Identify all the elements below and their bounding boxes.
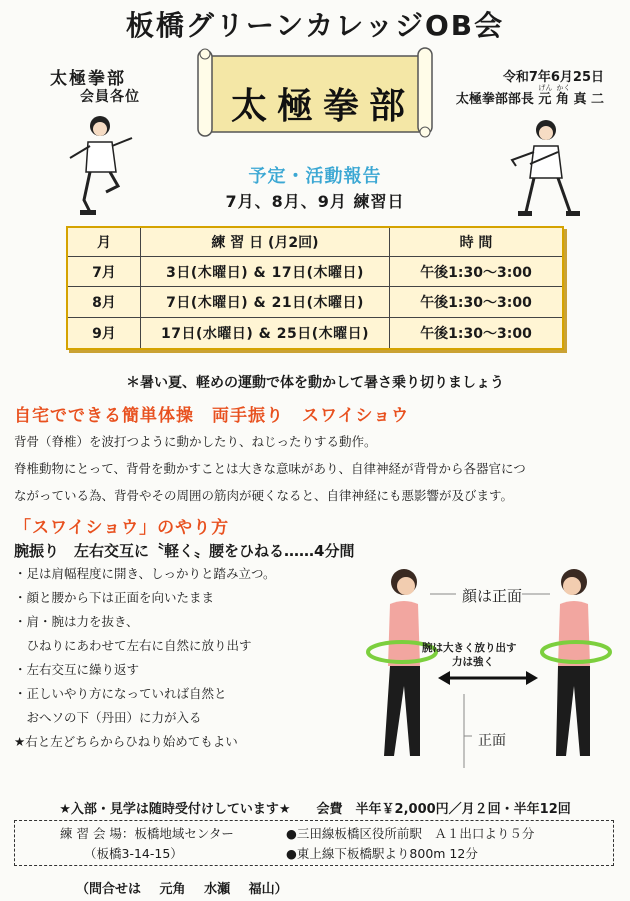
contact-name: 元角 xyxy=(159,882,186,897)
method-steps xyxy=(14,562,276,754)
method-section-title: 「スワイショウ」のやり方 xyxy=(14,518,230,538)
method-lead: 腕振り 左右交互に〝軽く〟腰をひねる……4分間 xyxy=(14,542,355,560)
front-label: 正面 xyxy=(478,733,506,749)
venue-address: （板橋3-14-15） xyxy=(84,846,183,861)
leader-line xyxy=(455,84,604,107)
row-dates: 7日(木曜日) & 21日(木曜日) xyxy=(141,287,390,318)
list-item: ・肩・腕は力を抜き、 xyxy=(14,614,139,629)
recruit-notice: ★入部・見学は随時受付けしています★ 会費 半年￥2,000円／月２回・半年12回 xyxy=(59,802,571,817)
table-row xyxy=(67,256,563,287)
contact-line xyxy=(76,878,302,897)
list-item: ・足は肩幅程度に開き、しっかりと踏み立つ。 xyxy=(14,566,276,581)
addressee: 会員各位 xyxy=(80,89,140,105)
leader-ruby-2: かく xyxy=(556,84,571,92)
contact-label: （問合せは xyxy=(76,882,142,897)
table-row xyxy=(67,318,563,349)
exercise-section-title: 自宅でできる簡単体操 両手振り スワイショウ xyxy=(14,406,410,426)
leader-name: 元 角 真 二 xyxy=(538,92,604,107)
face-front-label: 顔は正面 xyxy=(462,587,523,605)
exercise-line-2: 脊椎動物にとって、背骨を動かすことは大きな意味があり、自律神経が背骨から各器官につ xyxy=(14,461,526,476)
schedule-table xyxy=(66,226,564,350)
subtitle: 予定・活動報告 xyxy=(248,166,382,187)
row-time: 午後1:30～3:00 xyxy=(390,318,564,349)
issue-date: 令和7年6月25日 xyxy=(502,70,604,85)
header-time: 時 間 xyxy=(390,227,564,256)
exercise-line-1: 背骨（脊椎）を波打つように動かしたり、ねじったりする動作。 xyxy=(14,434,377,449)
contact-name: 福山） xyxy=(248,882,288,897)
venue-access-1: ●三田線板橋区役所前駅 Ａ１出口より５分 xyxy=(286,826,535,841)
header-month: 月 xyxy=(67,227,141,256)
leader-name-wrap xyxy=(538,84,604,107)
list-item: ・正しいやり方になっていれば自然と xyxy=(14,686,227,701)
leader-ruby-1: げん xyxy=(538,84,553,92)
row-month: 8月 xyxy=(67,287,141,318)
row-month: 9月 xyxy=(67,318,141,349)
row-month: 7月 xyxy=(67,256,141,287)
banner-title: 太極拳部 xyxy=(230,86,415,127)
list-item: ・左右交互に繰り返す xyxy=(14,662,140,677)
list-item: ひねりにあわせて左右に自然に放り出す xyxy=(14,638,252,653)
venue-place: 練 習 会 場：板橋地域センター xyxy=(60,826,234,841)
row-dates: 3日(木曜日) & 17日(木曜日) xyxy=(141,256,390,287)
club-name: 太極拳部 xyxy=(50,69,126,89)
summer-note: ＊暑い夏、軽めの運動で体を動かして暑さ乗り切りましょう xyxy=(126,375,504,391)
row-dates: 17日(水曜日) & 25日(木曜日) xyxy=(141,318,390,349)
list-item: ・顔と腰から下は正面を向いたまま xyxy=(14,590,215,605)
exercise-line-3: ながっている為、背骨やその周囲の筋肉が硬くなると、自律神経にも悪影響が及びます。 xyxy=(14,488,514,503)
venue-access-2: ●東上線下板橋駅より800m 12分 xyxy=(286,846,478,861)
page-title: 板橋グリーンカレッジOB会 xyxy=(125,9,505,42)
header-dates: 練 習 日 (月2回) xyxy=(141,227,390,256)
contact-name: 水瀬 xyxy=(204,882,231,897)
list-item: おへソの下（丹田）に力が入る xyxy=(14,710,202,725)
schedule-header-row xyxy=(67,227,563,256)
list-item: ★右と左どちらからひねり始めてもよい xyxy=(14,734,238,749)
leader-title: 太極拳部部長 xyxy=(455,92,534,107)
months-heading: 7月、8月、9月 練習日 xyxy=(225,192,405,211)
table-row xyxy=(67,287,563,318)
row-time: 午後1:30～3:00 xyxy=(390,256,564,287)
row-time: 午後1:30～3:00 xyxy=(390,287,564,318)
arm-label-1: 腕は大きく放り出す xyxy=(422,642,517,654)
arm-label-2: 力は強く xyxy=(452,656,494,668)
